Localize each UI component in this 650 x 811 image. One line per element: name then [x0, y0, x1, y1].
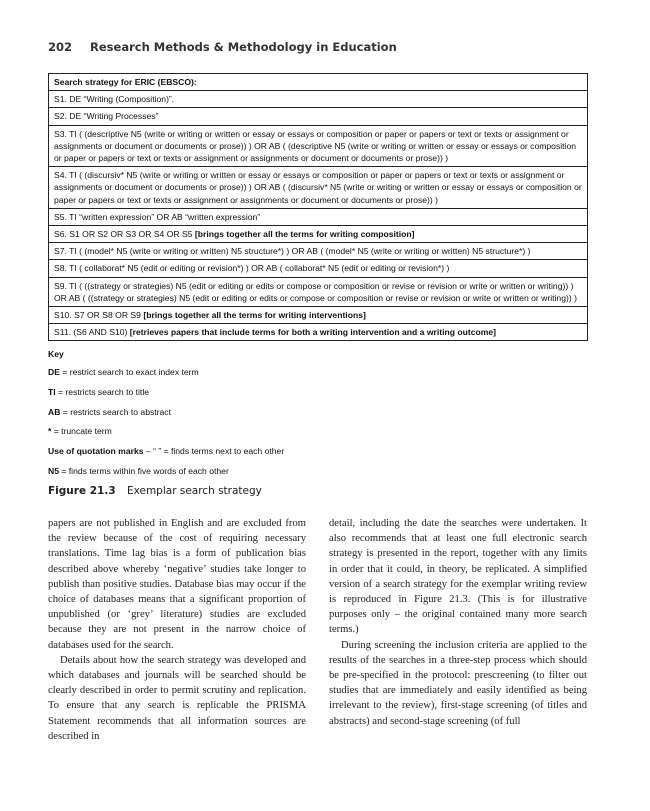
table-cell: [49, 307, 588, 324]
table-row: [49, 307, 588, 324]
body-column-right: [329, 516, 587, 729]
key-item: [48, 426, 608, 438]
key-term: N5: [48, 465, 59, 476]
table-cell: [49, 277, 588, 306]
table-cell: [49, 91, 588, 108]
table-cell: [49, 226, 588, 243]
paragraph: Details about how the search strategy was developed and which databases and journals will be searched should be clearly described in order to permit scrutiny and replication. To ensure that any search is replicable the PRISMA Statement recommends that all information sources are described in: [48, 654, 306, 742]
table-row: [49, 167, 588, 209]
table-row: [49, 74, 588, 91]
step-text: S3. TI ( (descriptive N5 (write or writing or written or essay or essays or composition or paper or papers or text or texts or assignment or assignments or document or documents or prose)) ) OR AB ( (descriptive N5 (write or writing or written or essay or essays or composition or paper or papers or text or texts or assignment or assignments or document or documents or prose)) ): [54, 128, 577, 164]
figure-caption: [48, 485, 262, 497]
key-item: [48, 367, 608, 379]
paragraph: papers are not published in English and are excluded from the review because of the cost of requiring necessary translations. Time lag bias is a form of publication bias described above whereby ‘negative’ studies take longer to publish than positive studies. Database bias may occur if the choice of databases means that a significant proportion of unpublished (or ‘grey’ literature) studies are excluded because they are not present in the narrow choice of databases used for the search.: [48, 518, 306, 651]
figure-title: Exemplar search strategy: [126, 485, 262, 497]
step-text: S8. TI ( collaborat* N5 (edit or editing or revision*) ) OR AB ( collaborat* N5 (edit or editing or revision*) ): [54, 263, 450, 274]
paragraph: During screening the inclusion criteria are applied to the results of the searches in a three-step process which should be pre-specified in the protocol: prescreening (to filter out studies that are immediately and easily identified as being irrelevant to the review), first-stage screening (of titles and abstracts) and second-stage screening (of full: [329, 639, 587, 727]
search-strategy-table: [48, 73, 588, 341]
figure-label: Figure 21.3: [48, 485, 116, 497]
table-cell: [49, 243, 588, 260]
step-text: S6. S1 OR S2 OR S3 OR S4 OR S5: [54, 229, 195, 240]
running-header: [48, 40, 397, 54]
step-text: S11. (S6 AND S10): [54, 327, 130, 338]
table-row: [49, 91, 588, 108]
step-text: S1. DE “Writing (Composition)”.: [54, 94, 175, 105]
step-note: [retrieves papers that include terms for both a writing intervention and a writing outcome]: [129, 327, 497, 338]
step-text: S5. TI “written expression” OR AB “written expression”: [54, 211, 261, 222]
table-row: [49, 243, 588, 260]
key-term: Use of quotation marks: [48, 446, 144, 457]
table-row: [49, 208, 588, 225]
key-term: TI: [48, 386, 56, 397]
key-item: [48, 387, 608, 399]
table-row: [49, 324, 588, 341]
key-item: [48, 446, 608, 458]
table-cell: [49, 167, 588, 209]
table-cell: [49, 260, 588, 277]
table-row: [49, 277, 588, 306]
key-desc: – “ ” = finds terms next to each other: [143, 446, 285, 457]
table-row: [49, 260, 588, 277]
step-note: [brings together all the terms for writing interventions]: [143, 310, 366, 321]
step-text: S4. TI ( (discursiv* N5 (write or writing or written or essay or essays or composition or paper or papers or text or texts or assignment or assignments or document or documents or prose)) ) OR AB ( (discursiv* N5 (write or writing or written or essay or essays or composition or paper or papers or text or texts or assignment or assignments or document or documents or prose)) ): [54, 170, 582, 205]
key-term: AB: [48, 406, 61, 417]
table-row: [49, 125, 588, 167]
paragraph: detail, including the date the searches were undertaken. It also recommends that at least one full electronic search strategy is presented in the report, together with any limits in order that it could, in theory, be replicated. A simplified version of a search strategy for the exemplar writing review is reproduced in Figure 21.3. (This is for illustrative purposes only – the original contained many more search terms.): [329, 518, 587, 636]
key-desc: = restricts search to title: [55, 386, 150, 397]
step-text: S7. TI ( (model* N5 (write or writing or written) N5 structure*) ) OR AB ( (model* N5 (write or writing or written) N5 structure*) ): [54, 246, 531, 257]
step-text: S9. TI ( ((strategy or strategies) N5 (edit or editing or edits or compose or composition or revise or revision or write or written or writing)) ) OR AB ( ((strategy or strategies) N5 (edit or editing or edits or compose or composition or revise or revision or write or written or writing)) ): [54, 280, 577, 303]
table-row: [49, 226, 588, 243]
page-number: 202: [48, 40, 73, 54]
key-title: Key: [48, 349, 64, 359]
table-cell: [49, 208, 588, 225]
step-text: S2. DE “Writing Processes”: [54, 111, 159, 122]
table-cell: [49, 108, 588, 125]
step-note: [brings together all the terms for writing composition]: [194, 229, 415, 240]
book-title: Research Methods & Methodology in Education: [90, 40, 397, 54]
key-desc: = finds terms within five words of each other: [59, 465, 229, 476]
body-column-left: [48, 516, 306, 744]
key-term: *: [48, 426, 52, 437]
key-item: [48, 466, 608, 478]
key-item: [48, 407, 608, 419]
key-legend: [48, 349, 608, 486]
step-text: S10. S7 OR S8 OR S9: [54, 310, 144, 321]
table-cell: [49, 125, 588, 167]
key-desc: = truncate term: [51, 426, 112, 437]
key-term: DE: [48, 367, 60, 377]
key-desc: = restrict search to exact index term: [59, 367, 199, 377]
key-desc: = restricts search to abstract: [60, 406, 171, 417]
table-title: Search strategy for ERIC (EBSCO):: [49, 74, 588, 91]
table-cell: [49, 324, 588, 341]
table-row: [49, 108, 588, 125]
